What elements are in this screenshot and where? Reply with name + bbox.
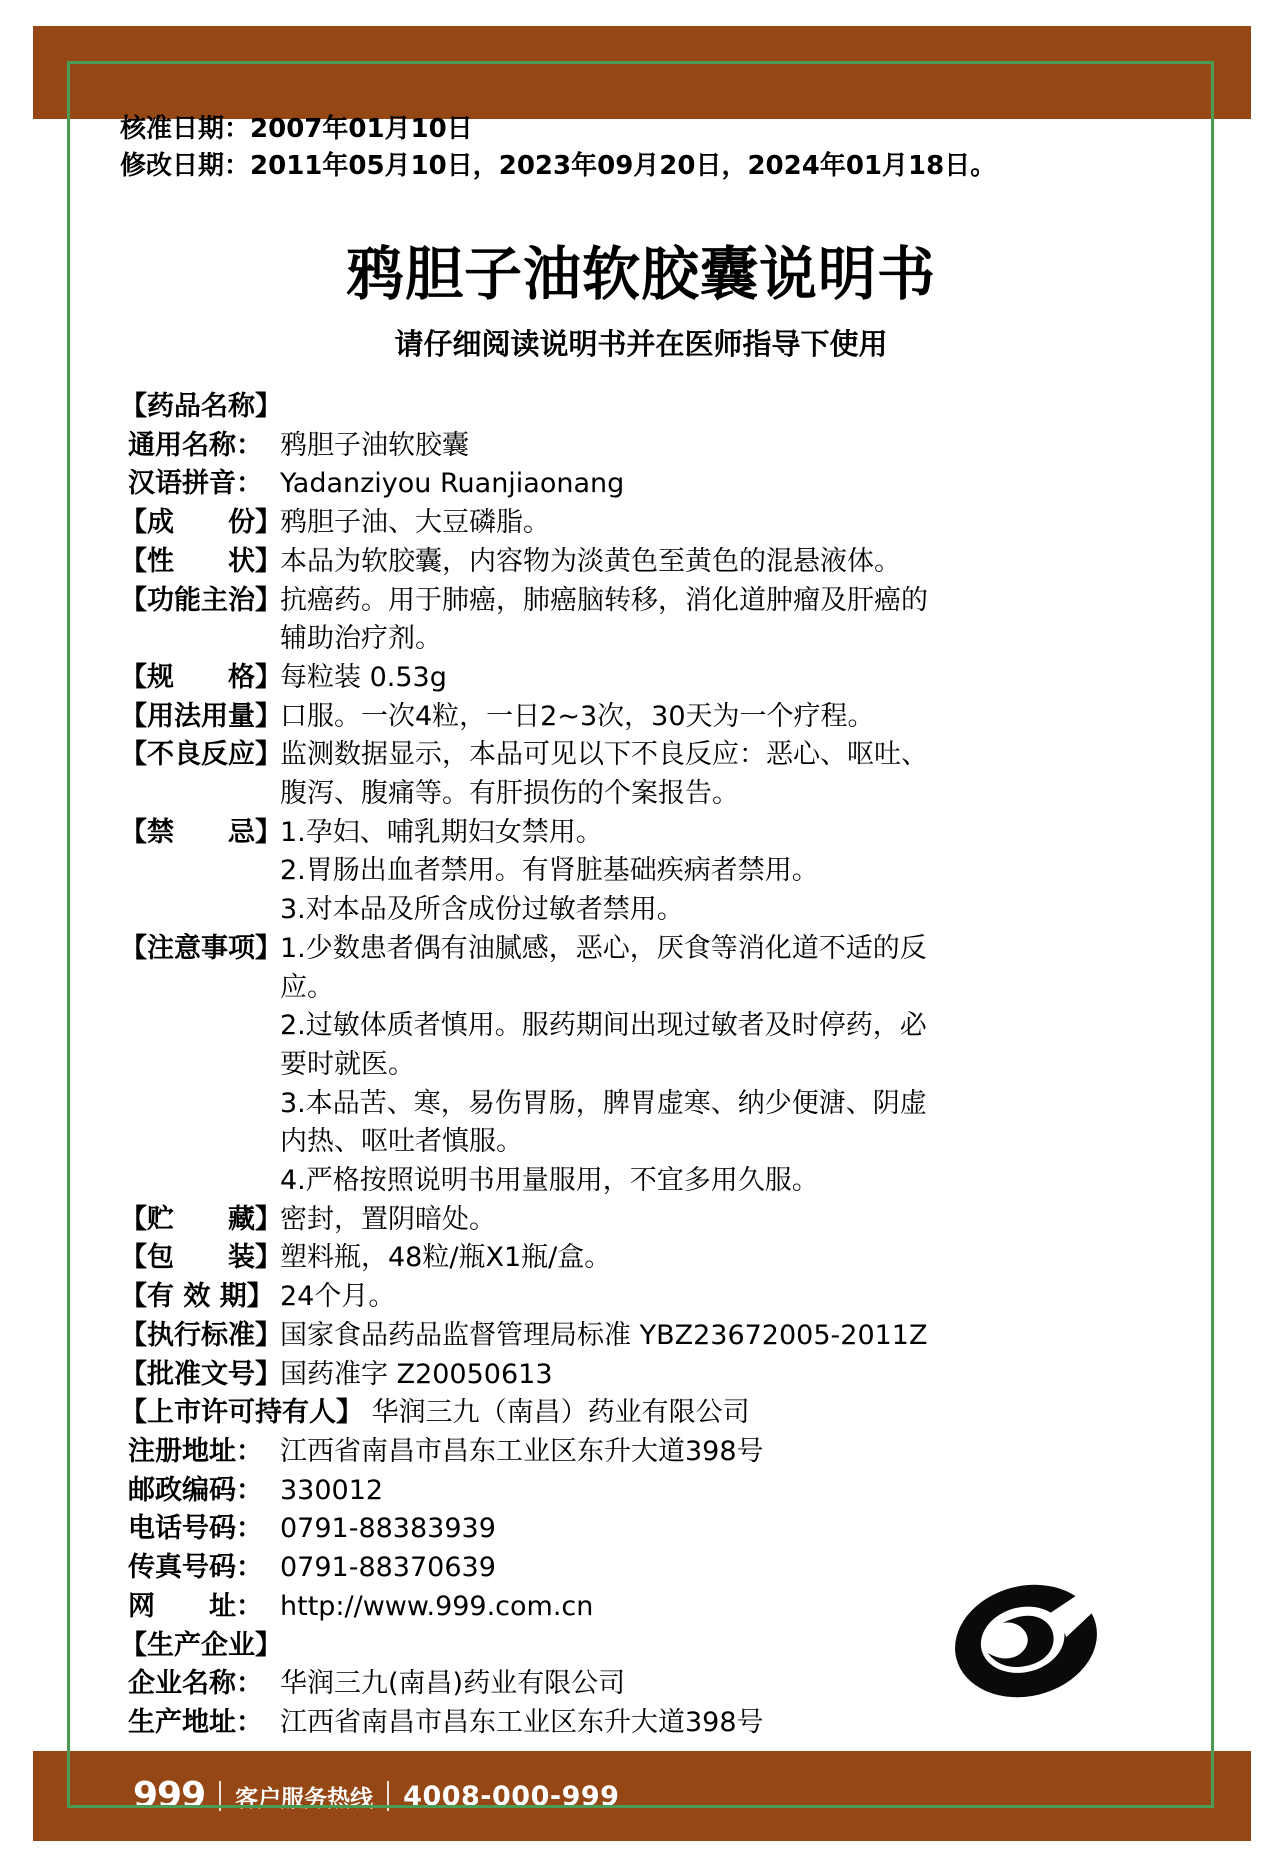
section-value: 华润三九(南昌)药业有限公司 bbox=[280, 1668, 626, 1700]
section-license-holder bbox=[120, 1394, 942, 1433]
approval-date-line bbox=[120, 111, 1214, 148]
footer-divider bbox=[219, 1781, 221, 1811]
revision-date-value: 2011年05月10日，2023年09月20日，2024年01月18日。 bbox=[250, 151, 997, 181]
section-label: 【性 状】 bbox=[120, 545, 282, 577]
section-value: 每粒装 0.53g bbox=[280, 661, 447, 693]
section-validity bbox=[120, 1278, 942, 1317]
section-value bbox=[280, 814, 942, 930]
section-phone bbox=[120, 1510, 942, 1549]
section-value: 国家食品药品监督管理局标准 YBZ23672005-2011Z bbox=[280, 1319, 928, 1351]
section-website bbox=[120, 1588, 942, 1627]
section-value: 国药准字 Z20050613 bbox=[280, 1358, 553, 1390]
precaution-item: 2.过敏体质者慎用。服药期间出现过敏者及时停药，必要时就医。 bbox=[280, 1010, 927, 1080]
section-value: 0791-88370639 bbox=[280, 1552, 496, 1584]
section-label: 【执行标准】 bbox=[120, 1319, 282, 1351]
section-storage bbox=[120, 1201, 942, 1240]
section-precautions bbox=[120, 930, 942, 1201]
section-indications bbox=[120, 582, 942, 659]
contraindication-item: 1.孕妇、哺乳期妇女禁用。 bbox=[280, 816, 603, 848]
999-swirl-logo-icon bbox=[952, 1580, 1100, 1702]
sections bbox=[120, 388, 942, 1743]
section-value: http://www.999.com.cn bbox=[280, 1590, 594, 1622]
section-value: 塑料瓶，48粒/瓶X1瓶/盒。 bbox=[280, 1242, 612, 1274]
section-value: 江西省南昌市昌东工业区东升大道398号 bbox=[280, 1706, 764, 1738]
section-generic-name bbox=[120, 427, 942, 466]
section-value: 华润三九（南昌）药业有限公司 bbox=[371, 1397, 750, 1429]
contraindication-item: 2.胃肠出血者禁用。有肾脏基础疾病者禁用。 bbox=[280, 855, 819, 887]
section-production-address bbox=[120, 1704, 942, 1743]
section-specification bbox=[120, 659, 942, 698]
footer-divider bbox=[387, 1781, 389, 1811]
section-ingredients bbox=[120, 504, 942, 543]
section-label: 生产地址： bbox=[128, 1706, 263, 1738]
section-label: 网 址： bbox=[128, 1590, 263, 1622]
page-subtitle: 请仔细阅读说明书并在医师指导下使用 bbox=[394, 327, 888, 361]
section-label: 传真号码： bbox=[128, 1552, 263, 1584]
section-standard bbox=[120, 1317, 942, 1356]
section-label: 【成 份】 bbox=[120, 507, 282, 539]
footer-999-logo: 999 bbox=[133, 1775, 206, 1816]
section-label: 企业名称： bbox=[128, 1668, 263, 1700]
section-value: Yadanziyou Ruanjiaonang bbox=[280, 468, 625, 500]
section-value: 口服。一次4粒，一日2~3次，30天为一个疗程。 bbox=[280, 700, 875, 732]
section-approval-number bbox=[120, 1356, 942, 1395]
precaution-item: 4.严格按照说明书用量服用，不宜多用久服。 bbox=[280, 1165, 819, 1197]
section-label: 【规 格】 bbox=[120, 661, 282, 693]
section-label: 【功能主治】 bbox=[120, 584, 282, 616]
section-label: 邮政编码： bbox=[128, 1474, 263, 1506]
section-label: 【不良反应】 bbox=[120, 739, 282, 771]
section-label: 【批准文号】 bbox=[120, 1358, 282, 1390]
contraindication-item: 3.对本品及所含成份过敏者禁用。 bbox=[280, 894, 684, 926]
revision-date-label: 修改日期： bbox=[120, 151, 251, 181]
section-label: 电话号码： bbox=[128, 1513, 263, 1545]
section-label: 汉语拼音： bbox=[128, 468, 263, 500]
revision-date-line bbox=[120, 148, 1214, 185]
precaution-item: 1.少数患者偶有油腻感，恶心，厌食等消化道不适的反应。 bbox=[280, 932, 927, 1003]
date-block bbox=[68, 62, 1214, 185]
leaflet-content bbox=[68, 62, 1214, 1743]
section-label: 【包 装】 bbox=[120, 1242, 282, 1274]
section-pinyin bbox=[120, 465, 942, 504]
section-adverse-reactions bbox=[120, 736, 942, 813]
page-title: 鸦胆子油软胶囊说明书 bbox=[345, 240, 936, 308]
footer-hotline-number: 4008-000-999 bbox=[403, 1780, 620, 1812]
section-packaging bbox=[120, 1239, 942, 1278]
section-value: 24个月。 bbox=[280, 1281, 396, 1313]
section-value: 鸦胆子油软胶囊 bbox=[280, 429, 469, 461]
footer-bar bbox=[33, 1751, 1251, 1841]
section-label: 注册地址： bbox=[128, 1435, 263, 1467]
section-value: 330012 bbox=[280, 1474, 384, 1506]
section-fax bbox=[120, 1549, 942, 1588]
section-registered-address bbox=[120, 1433, 942, 1472]
approval-date-value: 2007年01月10日 bbox=[250, 114, 473, 144]
section-contraindications bbox=[120, 814, 942, 930]
section-value: 密封，置阴暗处。 bbox=[280, 1203, 496, 1235]
section-value: 本品为软胶囊，内容物为淡黄色至黄色的混悬液体。 bbox=[280, 545, 901, 577]
section-label: 【有 效 期】 bbox=[120, 1281, 274, 1313]
section-label: 通用名称： bbox=[128, 429, 263, 461]
section-company-name bbox=[120, 1665, 942, 1704]
section-label: 【用法用量】 bbox=[120, 700, 282, 732]
section-label: 【注意事项】 bbox=[120, 932, 282, 964]
precaution-item: 3.本品苦、寒，易伤胃肠，脾胃虚寒、纳少便溏、阴虚内热、呕吐者慎服。 bbox=[280, 1087, 927, 1158]
section-label: 【上市许可持有人】 bbox=[120, 1397, 363, 1429]
section-value: 0791-88383939 bbox=[280, 1513, 496, 1545]
section-label: 【贮 藏】 bbox=[120, 1203, 282, 1235]
section-manufacturer-header bbox=[120, 1627, 942, 1666]
section-postal-code bbox=[120, 1472, 942, 1511]
section-label: 【禁 忌】 bbox=[120, 816, 282, 848]
footer-service-label: 客户服务热线 bbox=[235, 1785, 374, 1812]
section-properties bbox=[120, 543, 942, 582]
section-value: 鸦胆子油、大豆磷脂。 bbox=[280, 507, 550, 539]
section-value: 江西省南昌市昌东工业区东升大道398号 bbox=[280, 1435, 764, 1467]
section-label: 【药品名称】 bbox=[120, 391, 282, 422]
section-dosage bbox=[120, 698, 942, 737]
section-label: 【生产企业】 bbox=[120, 1629, 282, 1661]
approval-date-label: 核准日期： bbox=[120, 114, 251, 144]
section-drug-name-header bbox=[120, 388, 942, 427]
section-value: 监测数据显示，本品可见以下不良反应：恶心、呕吐、腹泻、腹痛等。有肝损伤的个案报告。 bbox=[280, 739, 928, 810]
section-value: 抗癌药。用于肺癌，肺癌脑转移，消化道肿瘤及肝癌的辅助治疗剂。 bbox=[280, 584, 928, 655]
section-value bbox=[280, 930, 942, 1201]
